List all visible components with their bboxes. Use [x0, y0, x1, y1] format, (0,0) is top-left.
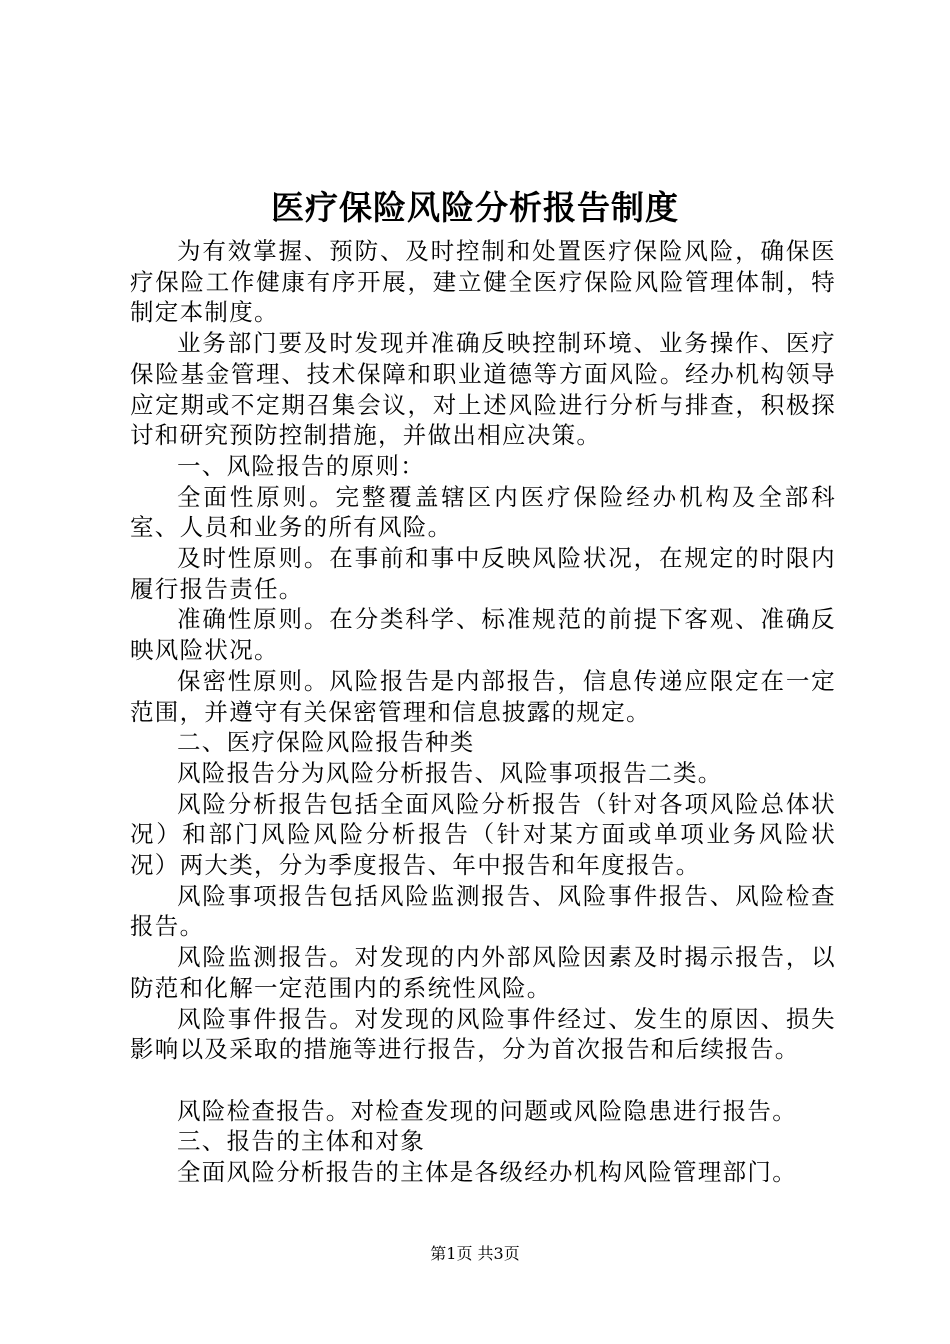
paragraph-incident-report: 风险事件报告。对发现的风险事件经过、发生的原因、损失影响以及采取的措施等进行报告，分为首次报告和后续报告。: [130, 1004, 836, 1064]
section-heading-subject: 三、报告的主体和对象: [177, 1127, 425, 1156]
paragraph-inspection-report: 风险检查报告。对检查发现的问题或风险隐患进行报告。: [177, 1096, 797, 1125]
page-number: 第1页 共3页: [430, 1244, 520, 1263]
paragraph-intro: 为有效掌握、预防、及时控制和处置医疗保险风险，确保医疗保险工作健康有序开展，建立健全医疗保险风险管理体制，特制定本制度。: [130, 237, 836, 327]
section-heading-principles: 一、风险报告的原则：: [177, 451, 425, 480]
paragraph-comprehensiveness: 全面性原则。完整覆盖辖区内医疗保险经办机构及全部科室、人员和业务的所有风险。: [130, 482, 836, 542]
document-title: 医疗保险风险分析报告制度: [271, 188, 679, 227]
paragraph-business-dept: 业务部门要及时发现并准确反映控制环境、业务操作、医疗保险基金管理、技术保障和职业道德等方面风险。经办机构领导应定期或不定期召集会议，对上述风险进行分析与排查，积极探讨和研究预防控制措施，并做出相应决策。: [130, 329, 836, 450]
paragraph-analysis-report: 风险分析报告包括全面风险分析报告（针对各项风险总体状况）和部门风险风险分析报告（针对某方面或单项业务风险状况）两大类，分为季度报告、年中报告和年度报告。: [130, 789, 836, 880]
paragraph-report-categories: 风险报告分为风险分析报告、风险事项报告二类。: [177, 758, 723, 787]
section-heading-report-types: 二、医疗保险风险报告种类: [177, 728, 475, 757]
paragraph-monitoring-report: 风险监测报告。对发现的内外部风险因素及时揭示报告，以防范和化解一定范围内的系统性风险。: [130, 943, 836, 1002]
paragraph-timeliness: 及时性原则。在事前和事中反映风险状况，在规定的时限内履行报告责任。: [130, 544, 836, 603]
paragraph-event-report-types: 风险事项报告包括风险监测报告、风险事件报告、风险检查报告。: [130, 881, 836, 941]
document-body: [130, 236, 836, 1188]
paragraph-confidentiality: 保密性原则。风险报告是内部报告，信息传递应限定在一定范围，并遵守有关保密管理和信息披露的规定。: [130, 666, 836, 726]
paragraph-subject: 全面风险分析报告的主体是各级经办机构风险管理部门。: [177, 1158, 797, 1187]
paragraph-accuracy: 准确性原则。在分类科学、标准规范的前提下客观、准确反映风险状况。: [130, 605, 836, 665]
